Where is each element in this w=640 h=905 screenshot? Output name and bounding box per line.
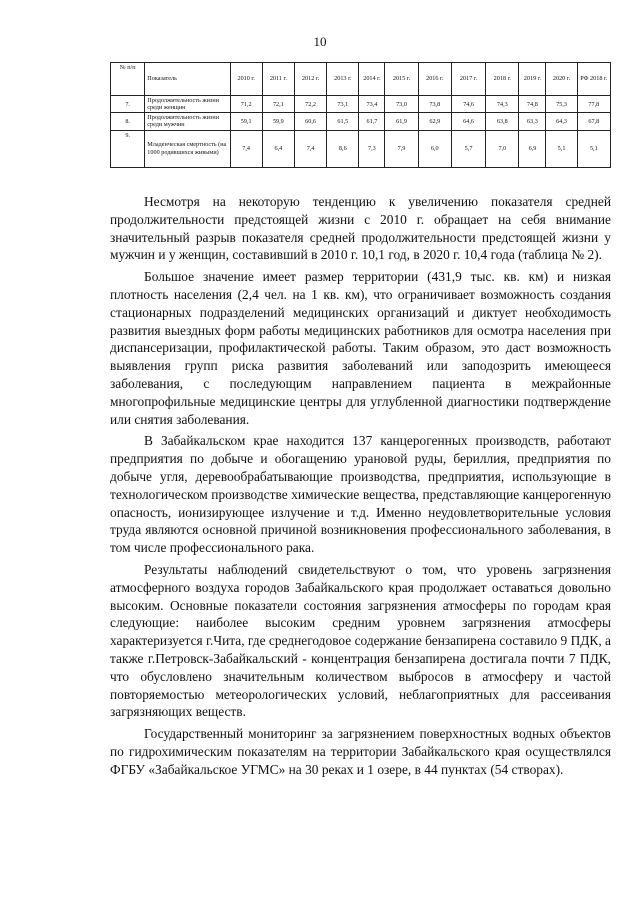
- cell-value: 74,8: [519, 96, 546, 113]
- row-label: Продолжительность жизни среди женщин: [145, 96, 230, 113]
- cell-value: 73,0: [385, 96, 418, 113]
- paragraph: Большое значение имеет размер территории (431,9 тыс. кв. км) и низкая плотность населения (2,4 чел. на 1 кв. км), что ограничивает возможность создания стационарных подразделений медицинских организаций и диктует необходимость развития выездных форм работы медицинских работников для осмотра населения при диспансеризации, профилактической работы. Таким образом, это даст возможность выявления групп риска развития заболеваний или заподозрить имеющееся заболевания, с последующим направлением пациента в межрайонные многопрофильные медицинские центры для углубленной диагностики подтверждение или снятия заболевания.: [110, 269, 611, 427]
- table-row: [111, 113, 611, 130]
- table-row: [111, 96, 611, 113]
- cell-value: 77,8: [577, 96, 610, 113]
- cell-value: 71,2: [230, 96, 262, 113]
- table-header-row: [111, 63, 611, 96]
- cell-value: 6,0: [418, 130, 451, 167]
- cell-value: 74,3: [486, 96, 519, 113]
- header-year: 2017 г.: [451, 63, 485, 96]
- cell-value: 64,6: [451, 113, 485, 130]
- header-indicator: Показатель: [145, 63, 230, 96]
- cell-value: 62,9: [418, 113, 451, 130]
- cell-value: 61,7: [359, 113, 385, 130]
- cell-value: 73,1: [327, 96, 359, 113]
- header-year: 2018 г.: [486, 63, 519, 96]
- cell-value: 61,5: [327, 113, 359, 130]
- cell-value: 67,8: [577, 113, 610, 130]
- cell-value: 72,1: [262, 96, 294, 113]
- cell-value: 5,1: [577, 130, 610, 167]
- table-row: [111, 130, 611, 167]
- header-year: 2016 г.: [418, 63, 451, 96]
- cell-value: 61,9: [385, 113, 418, 130]
- cell-value: 72,2: [294, 96, 326, 113]
- header-year: 2010 г.: [230, 63, 262, 96]
- header-year: РФ 2018 г.: [577, 63, 610, 96]
- cell-value: 59,9: [262, 113, 294, 130]
- header-year: 2014 г.: [359, 63, 385, 96]
- cell-value: 64,3: [546, 113, 577, 130]
- cell-value: 73,8: [418, 96, 451, 113]
- cell-value: 7,3: [359, 130, 385, 167]
- cell-value: 5,1: [546, 130, 577, 167]
- body-text: [110, 193, 611, 783]
- header-num: № п/п: [111, 63, 145, 96]
- cell-value: 75,3: [546, 96, 577, 113]
- row-num: 8.: [111, 113, 145, 130]
- header-year: 2015 г.: [385, 63, 418, 96]
- header-year: 2020 г.: [546, 63, 577, 96]
- cell-value: 7,4: [230, 130, 262, 167]
- header-year: 2012 г.: [294, 63, 326, 96]
- row-num: 9.: [111, 130, 145, 167]
- page-number: 10: [313, 34, 327, 49]
- cell-value: 59,1: [230, 113, 262, 130]
- row-num: 7.: [111, 96, 145, 113]
- cell-value: 7,0: [486, 130, 519, 167]
- indicators-table: [110, 62, 611, 168]
- row-label: Продолжительность жизни среди мужчин: [145, 113, 230, 130]
- cell-value: 6,4: [262, 130, 294, 167]
- cell-value: 8,6: [327, 130, 359, 167]
- paragraph: Результаты наблюдений свидетельствуют о том, что уровень загрязнения атмосферного воздуха городов Забайкальского края продолжает оставаться довольно высоким. Основные показатели состояния загрязнения атмосферы по городам края следующие: наиболее высоким средним уровнем загрязнения атмосферы характеризуется г.Чита, где среднегодовое содержание бензапирена составило 9 ПДК, а также г.Петровск-Забайкальский - концентрация бензапирена достигала почти 7 ПДК, что обусловлено значительным количеством выбросов в атмосферу и частой повторяемостью метеорологических условий, неблагоприятных для рассеивания загрязняющих веществ.: [110, 561, 611, 720]
- cell-value: 7,9: [385, 130, 418, 167]
- header-year: 2011 г.: [262, 63, 294, 96]
- paragraph: В Забайкальском крае находится 137 канцерогенных производств, работают предприятия по добыче и обогащению урановой руды, бериллия, предприятия по добыче угля, деревообрабатывающие производства, предприятия, использующие в технологическом производстве химические вещества, представляющие канцерогенную опасность, ионизирующее излучение и т.д. Именно неудовлетворительные условия труда являются основной причиной возникновения профессионального заболевания, в том числе профессионального рака.: [110, 433, 611, 556]
- paragraph: Государственный мониторинг за загрязнением поверхностных водных объектов по гидрохимическим показателям на территории Забайкальского края осуществлялся ФГБУ «Забайкальское УГМС» на 30 реках и 1 озере, в 44 пунктах (54 створах).: [110, 726, 611, 777]
- cell-value: 74,6: [451, 96, 485, 113]
- cell-value: 63,8: [486, 113, 519, 130]
- cell-value: 73,4: [359, 96, 385, 113]
- header-year: 2013 г.: [327, 63, 359, 96]
- cell-value: 6,9: [519, 130, 546, 167]
- header-year: 2019 г.: [519, 63, 546, 96]
- row-label: Младенческая смертность (на 1000 родившихся живыми): [145, 130, 230, 167]
- cell-value: 5,7: [451, 130, 485, 167]
- paragraph: Несмотря на некоторую тенденцию к увеличению показателя средней продолжительности предстоящей жизни с 2010 г. обращает на себя внимание значительный разрыв показателя средней продолжительности предстоящей жизни у мужчин и у женщин, составивший в 2010 г. 10,1 год, в 2020 г. 10,4 года (таблица № 2).: [110, 194, 611, 263]
- cell-value: 63,3: [519, 113, 546, 130]
- cell-value: 60,6: [294, 113, 326, 130]
- cell-value: 7,4: [294, 130, 326, 167]
